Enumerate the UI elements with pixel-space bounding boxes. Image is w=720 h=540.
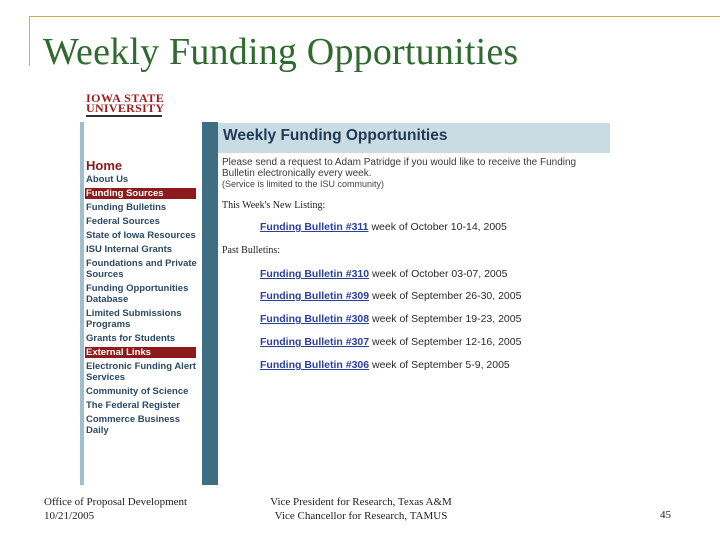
- bulletin-entry-current: [260, 221, 607, 233]
- bulletin-entry: [260, 336, 570, 348]
- bulletin-entry: [260, 268, 607, 280]
- nav-item-funding-sources[interactable]: Funding Sources: [85, 188, 196, 199]
- slide-title: Weekly Funding Opportunities: [43, 31, 519, 73]
- sidebar-nav: [86, 158, 198, 439]
- bulletin-date: week of September 19-23, 2005: [372, 313, 522, 325]
- bulletin-link[interactable]: Funding Bulletin #307: [260, 336, 370, 348]
- nav-item-about-us[interactable]: About Us: [86, 174, 129, 185]
- nav-item-foundations[interactable]: Foundations and Private Sources: [86, 258, 197, 280]
- nav-item-funding-bulletins[interactable]: Funding Bulletins: [86, 202, 167, 213]
- bulletin-date: week of September 5-9, 2005: [372, 359, 510, 371]
- bulletin-link[interactable]: Funding Bulletin #308: [260, 313, 370, 325]
- nav-item-community-of-science[interactable]: Community of Science: [86, 386, 189, 397]
- page-header-title: Weekly Funding Opportunities: [223, 127, 448, 144]
- bulletin-date: week of September 12-16, 2005: [372, 336, 522, 348]
- logo-line-1: IOWA STATE: [86, 91, 165, 105]
- footer-affiliation-line-1: Vice President for Research, Texas A&M: [270, 496, 452, 508]
- bulletin-entry: [260, 359, 607, 371]
- bulletin-entry: [260, 290, 570, 302]
- nav-item-electronic-funding-alert[interactable]: Electronic Funding Alert Services: [86, 361, 196, 383]
- logo-underline: [86, 115, 162, 117]
- slide-frame-left-line: [29, 16, 30, 66]
- this-week-label: This Week's New Listing:: [222, 200, 326, 211]
- footer-affiliation: [261, 495, 461, 523]
- nav-item-isu-internal-grants[interactable]: ISU Internal Grants: [86, 244, 173, 255]
- bulletin-date: week of October 10-14, 2005: [371, 221, 507, 233]
- intro-note: (Service is limited to the ISU community): [222, 179, 385, 189]
- nav-item-external-links[interactable]: External Links: [85, 347, 196, 358]
- bulletin-entry: [260, 313, 570, 325]
- nav-item-limited-submissions[interactable]: Limited Submissions Programs: [86, 308, 182, 330]
- nav-item-federal-register[interactable]: The Federal Register: [86, 400, 180, 411]
- bulletin-date: week of October 03-07, 2005: [372, 268, 508, 280]
- footer-office: [44, 495, 187, 523]
- university-logo[interactable]: [86, 93, 164, 113]
- nav-item-grants-for-students[interactable]: Grants for Students: [86, 333, 176, 344]
- bulletin-date: week of September 26-30, 2005: [372, 290, 522, 302]
- slide-frame-top-line: [29, 16, 720, 17]
- nav-left-stripe: [80, 122, 84, 485]
- nav-item-funding-database[interactable]: Funding Opportunities Database: [86, 283, 189, 305]
- logo-line-2: UNIVERSITY: [86, 101, 165, 115]
- bulletin-link[interactable]: Funding Bulletin #306: [260, 359, 370, 371]
- nav-item-federal-sources[interactable]: Federal Sources: [86, 216, 160, 227]
- embedded-webpage-screenshot: [80, 90, 610, 485]
- footer-date: 10/21/2005: [44, 510, 95, 522]
- bulletin-link[interactable]: Funding Bulletin #310: [260, 268, 370, 280]
- footer-office-name: Office of Proposal Development: [44, 496, 188, 508]
- nav-home-link[interactable]: Home: [86, 158, 123, 173]
- footer-affiliation-line-2: Vice Chancellor for Research, TAMUS: [274, 510, 448, 522]
- bulletin-link[interactable]: Funding Bulletin #311: [260, 221, 369, 233]
- intro-text: Please send a request to Adam Patridge if you would like to receive the Funding Bulletin electronically every week.: [222, 157, 577, 179]
- sidebar-divider: [202, 122, 218, 485]
- main-content: [222, 154, 607, 371]
- bulletin-link[interactable]: Funding Bulletin #309: [260, 290, 370, 302]
- past-bulletins-label: Past Bulletins:: [222, 245, 281, 256]
- page-number: 45: [660, 509, 671, 521]
- nav-item-state-of-iowa[interactable]: State of Iowa Resources: [86, 230, 196, 241]
- nav-item-commerce-business-daily[interactable]: Commerce Business Daily: [86, 414, 180, 436]
